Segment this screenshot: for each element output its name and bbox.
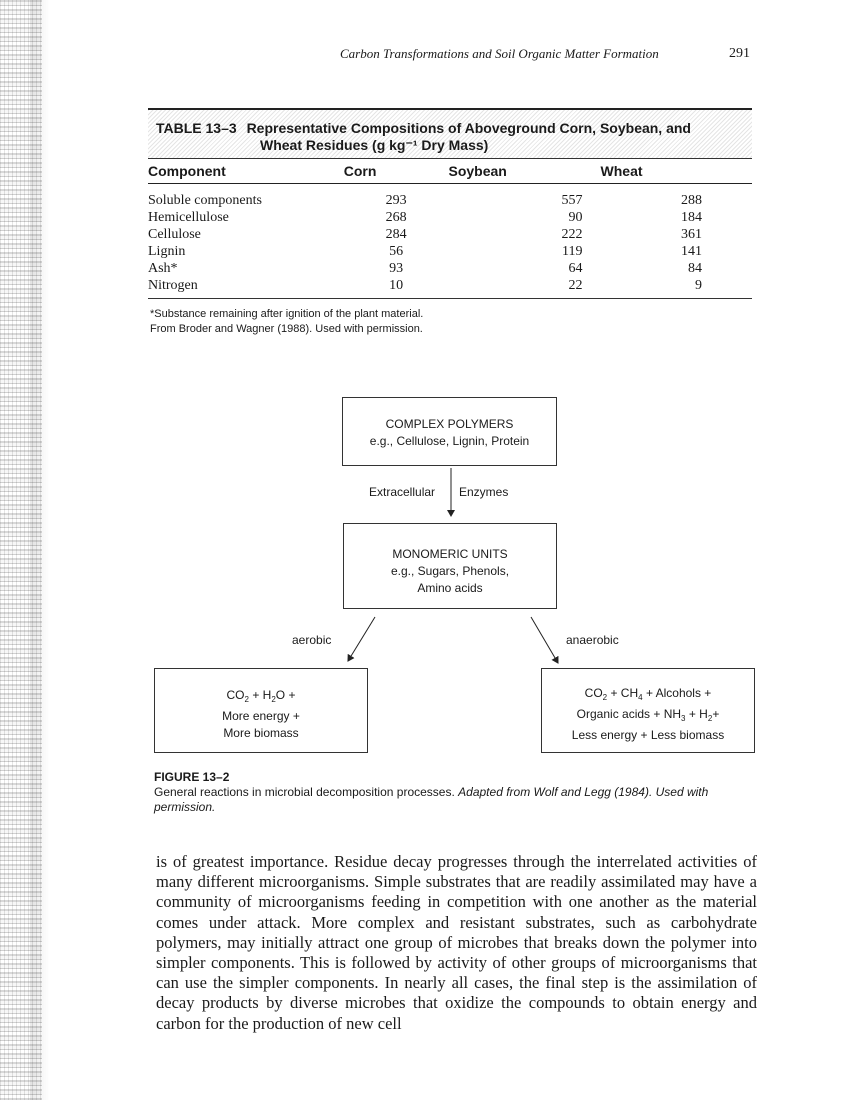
subscript: 4: [638, 693, 643, 702]
monomeric-units-box: [343, 523, 557, 609]
monomeric-units-examples-1: e.g., Sugars, Phenols,: [390, 564, 510, 578]
table-notes: [148, 307, 752, 337]
formula-h2: + H: [688, 707, 708, 721]
aerobic-label: aerobic: [292, 633, 332, 647]
figure-caption: [154, 770, 754, 815]
table-row: [148, 243, 752, 260]
anaerobic-products-line-2: [542, 706, 754, 727]
header-soybean: Soybean: [449, 159, 601, 184]
arrow-label-extracellular: Extracellular: [369, 485, 436, 499]
body-paragraph: is of greatest importance. Residue decay progresses through the interrelated activities of many different microorganisms. Simple substrates that are readily assimilated may have a community of microorganisms feeding in competition with one another as the material comes under attack. More complex and resistant substrates, such as carbohydrate polymers, may initially attract one group of microbes that breaks down the polymer into simpler components. This is followed by activity of other groups of microorganisms that can use the simpler components. In nearly all cases, the final step is the assimilation of decay products by diverse microbes that oxidize the compounds to obtain energy and carbon for the production of new cell: [156, 852, 757, 1033]
cell-soybean: 22: [568, 278, 583, 293]
table-row: [148, 209, 752, 226]
formula-ch4: + CH: [610, 686, 639, 700]
cell-component: Cellulose: [148, 227, 201, 242]
cell-wheat: 288: [681, 193, 702, 208]
subscript: 2: [244, 695, 249, 704]
cell-wheat: 9: [695, 278, 702, 293]
cell-wheat: 184: [681, 210, 702, 225]
cell-wheat: 141: [681, 244, 702, 259]
formula-h2o-part: + H: [252, 688, 272, 702]
complex-polymers-title: COMPLEX POLYMERS: [385, 417, 514, 431]
table-row: [148, 277, 752, 298]
cell-component: Lignin: [148, 244, 186, 259]
cell-corn: 284: [385, 227, 407, 242]
cell-soybean: 90: [568, 210, 583, 225]
complex-polymers-examples: e.g., Cellulose, Lignin, Protein: [369, 434, 530, 448]
cell-component: Nitrogen: [148, 278, 198, 293]
cell-component: Hemicellulose: [148, 210, 229, 225]
cell-soybean: 557: [561, 193, 583, 208]
aerobic-products-line-3: More biomass: [223, 726, 299, 740]
header-wheat: Wheat: [601, 159, 752, 184]
cell-component: Ash*: [148, 261, 178, 276]
figure-caption-source: Adapted from Wolf and Legg (1984). Used with permission.: [154, 785, 709, 814]
cell-component: Soluble components: [148, 193, 262, 208]
cell-soybean: 119: [562, 244, 583, 259]
anaerobic-products-line-1: [542, 685, 754, 706]
cell-corn: 10: [389, 278, 404, 293]
formula-co2: CO: [226, 688, 245, 702]
table-header-row: [148, 159, 752, 184]
table-bottom-rule: [148, 298, 752, 299]
figure-label: FIGURE 13–2: [154, 770, 230, 784]
cell-soybean: 222: [561, 227, 583, 242]
page-number: 291: [729, 46, 750, 61]
anaerobic-products-box: [541, 668, 755, 753]
cell-wheat: 84: [688, 261, 702, 276]
monomeric-units-title: MONOMERIC UNITS: [392, 547, 508, 561]
header-component: Component: [148, 159, 344, 184]
scanned-binding-edge: [0, 0, 42, 1100]
aerobic-products-box: [154, 668, 368, 753]
table-label: TABLE 13–3: [156, 120, 237, 136]
cell-wheat: 361: [681, 227, 702, 242]
anaerobic-products-line-3: Less energy + Less biomass: [571, 728, 725, 742]
table-row: [148, 260, 752, 277]
anaerobic-arrow: [531, 617, 558, 663]
cell-corn: 56: [389, 244, 404, 259]
table-source: From Broder and Wagner (1988). Used with permission.: [150, 323, 423, 335]
header-corn: Corn: [344, 159, 449, 184]
anaerobic-label: anaerobic: [566, 633, 619, 647]
figure-caption-text: General reactions in microbial decomposition processes.: [154, 785, 455, 799]
cell-corn: 268: [385, 210, 407, 225]
table-row: [148, 184, 752, 210]
table-title-line-2: Wheat Residues (g kg⁻¹ Dry Mass): [260, 137, 489, 153]
table-caption: [148, 110, 752, 158]
formula-organic-acids-nh3: Organic acids + NH: [576, 707, 682, 721]
formula-plus: +: [712, 707, 720, 721]
formula-co2: CO: [584, 686, 603, 700]
running-head-title: Carbon Transformations and Soil Organic Matter Formation: [340, 46, 659, 61]
arrow-label-enzymes: Enzymes: [459, 485, 509, 499]
cell-soybean: 64: [568, 261, 583, 276]
cell-corn: 293: [385, 193, 407, 208]
subscript: 2: [602, 693, 608, 702]
composition-table: [148, 108, 752, 337]
aerobic-arrow: [348, 617, 375, 661]
monomeric-units-examples-2: Amino acids: [417, 581, 483, 595]
subscript: 3: [681, 714, 686, 723]
table-grid: [148, 159, 752, 298]
complex-polymers-box: [342, 397, 557, 466]
table-footnote: *Substance remaining after ignition of the plant material.: [150, 308, 424, 320]
aerobic-products-line-1: [155, 687, 367, 708]
cell-corn: 93: [389, 261, 404, 276]
table-row: [148, 226, 752, 243]
aerobic-products-line-2: More energy +: [222, 709, 300, 723]
subscript: 2: [271, 695, 276, 704]
subscript: 2: [707, 714, 713, 723]
table-title-line-1: Representative Compositions of Aboveground Corn, Soybean, and: [246, 120, 691, 136]
formula-alcohols: + Alcohols +: [645, 686, 712, 700]
figure-caption-body: [154, 785, 754, 815]
formula-h2o-part: O +: [275, 688, 296, 702]
